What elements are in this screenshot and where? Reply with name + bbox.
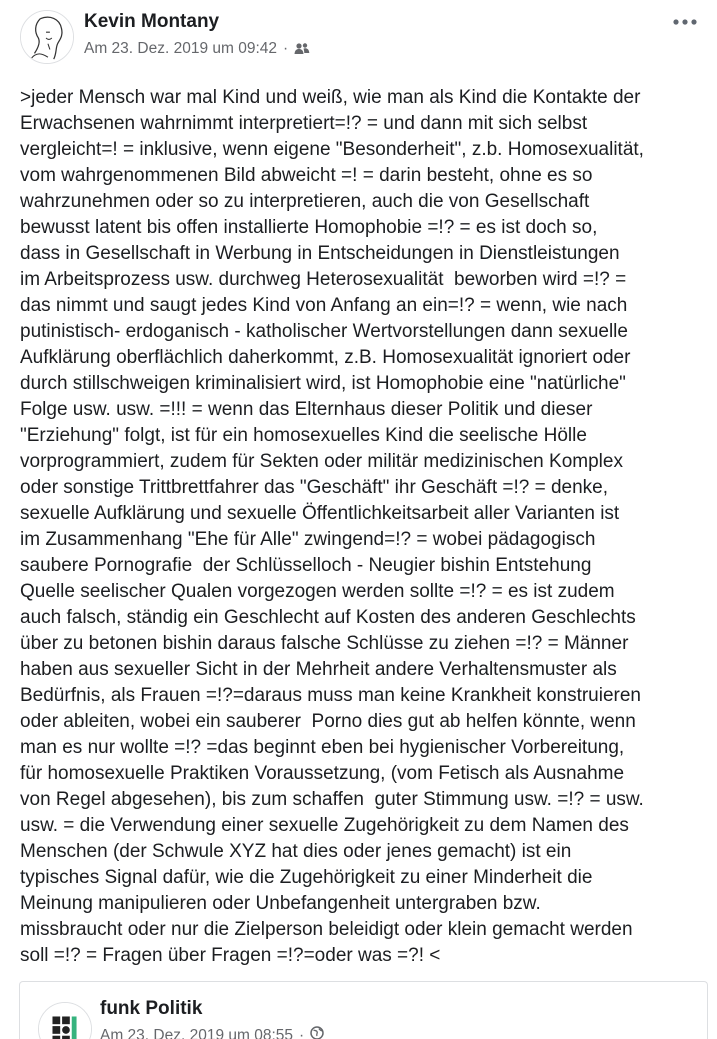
author-name[interactable]: Kevin Montany [84,11,220,32]
post-body-line: wahrzunehmen oder so zu interpretieren, auch die von Gesellschaft [20,191,590,212]
shared-meta-separator: · [299,1026,305,1039]
post-body-line: Erwachsenen wahrnimmt interpretiert=!? = und dann mit sich selbst [20,113,588,134]
post-body-line: im Zusammenhang "Ehe für Alle" zwingend=!? = wobei pädagogisch [20,529,596,550]
friends-icon[interactable] [294,42,310,56]
post-body-line: putinistisch- erdoganisch - katholischer Wertvorstellungen dann sexuelle [20,321,628,342]
post-body-line: für homosexuelle Praktiken Voraussetzung, (vom Fetisch als Ausnahme [20,763,625,784]
post-body-line: bewusst latent bis offen installierte Homophobie =!? = es ist doch so, [20,217,598,238]
post-body-line: Folge usw. usw. =!!! = wenn das Elternhaus dieser Politik und dieser [20,399,593,420]
post-body-line: usw. = die Verwendung einer sexuelle Zugehörigkeit zu dem Namen des [20,815,629,836]
sketch-portrait-icon [21,11,73,63]
post-body-line: Quelle seelischer Qualen vorgezogen werden sollte =!? = es ist zudem [20,581,615,602]
post-body-line: über zu betonen bishin daraus falsche Schlüsse zu ziehen =!? = Männer [20,633,629,654]
post-body-line: soll =!? = Fragen über Fragen =!?=oder was =?! < [20,945,441,966]
post-body-line: vergleicht=! = inklusive, wenn eigene "Besonderheit", z.b. Homosexualität, [20,139,644,160]
shared-post-timestamp[interactable]: Am 23. Dez. 2019 um 08:55 [100,1026,294,1039]
post-body-line: vom wahrgenommenen Bild abweicht =! = darin besteht, ohne es so [20,165,593,186]
more-options-icon[interactable] [668,10,702,34]
post-body-line: sexuelle Aufklärung und sexuelle Öffentlichkeitsarbeit aller Varianten ist [20,503,620,524]
post-body-line: dass in Gesellschaft in Werbung in Entscheidungen in Dienstleistungen [20,243,620,264]
post-body [20,85,710,969]
shared-post-card[interactable] [19,981,708,1039]
shared-author-avatar[interactable] [38,1002,92,1039]
post-body-line: man es nur wollte =!? =das beginnt eben bei hygienischer Vorbereitung, [20,737,625,758]
post-body-line: durch stillschweigen kriminalisiert wird, ist Homophobie eine "natürliche" [20,373,626,394]
shared-post-meta [100,1026,324,1039]
post-body-line: Menschen (der Schwule XYZ hat dies oder jenes gemacht) ist ein [20,841,572,862]
post-body-line: auch falsch, ständig ein Geschlecht auf Kosten des anderen Geschlechts [20,607,636,628]
post-body-line: vorprogrammiert, zudem für Sekten oder militär medizinischen Komplex [20,451,623,472]
post-body-line: Meinung manipulieren oder Unbefangenheit untergraben bzw. [20,893,541,914]
post-body-line: typisches Signal dafür, wie die Zugehörigkeit zu einer Minderheit die [20,867,593,888]
globe-icon[interactable] [310,1026,324,1039]
post-body-line: >jeder Mensch war mal Kind und weiß, wie man als Kind die Kontakte der [20,87,641,108]
post-timestamp[interactable]: Am 23. Dez. 2019 um 09:42 [84,40,278,57]
post-body-line: im Arbeitsprozess usw. durchweg Heterosexualität beworben wird =!? = [20,269,627,290]
post-body-line: oder sonstige Trittbrettfahrer das "Geschäft" ihr Geschäft =!? = denke, [20,477,609,498]
meta-separator: · [283,40,289,57]
post-body-line: von Regel abgesehen), bis zum schaffen guter Stimmung usw. =!? = usw. [20,789,644,810]
post-body-line: Aufklärung oberflächlich daherkommt, z.B. Homosexualität ignoriert oder [20,347,631,368]
post-body-line: das nimmt und saugt jedes Kind von Anfang an ein=!? = wenn, wie nach [20,295,628,316]
post-body-line: saubere Pornografie der Schlüsselloch - Neugier bishin Entstehung [20,555,592,576]
post-body-line: oder ableiten, wobei ein sauberer Porno dies gut ab helfen könnte, wenn [20,711,636,732]
funk-logo-icon [39,1003,91,1039]
post-body-line: missbraucht oder nur die Zielperson beleidigt oder klein gemacht werden [20,919,633,940]
post-body-line: Bedürfnis, als Frauen =!?=daraus muss man keine Krankheit konstruieren [20,685,641,706]
post-body-line: "Erziehung" folgt, ist für ein homosexuelles Kind die seelische Hölle [20,425,587,446]
shared-author-name[interactable]: funk Politik [100,998,203,1019]
post-body-line: haben aus sexueller Sicht in der Mehrheit andere Verhaltensmuster als [20,659,617,680]
author-avatar[interactable] [20,10,74,64]
post-meta [84,40,310,58]
